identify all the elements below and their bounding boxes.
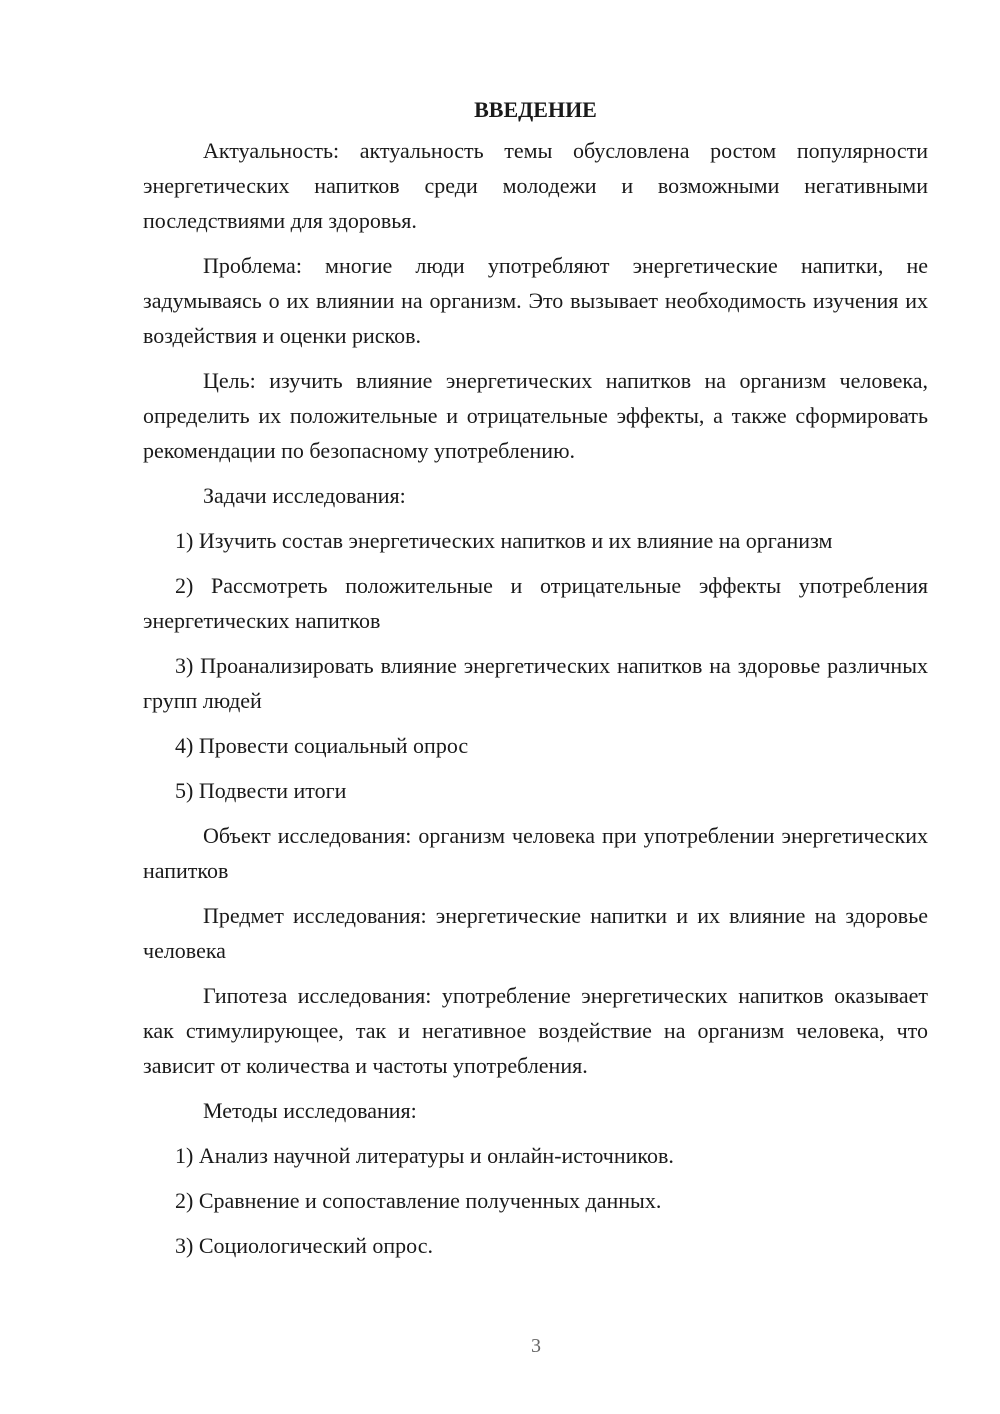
problem-paragraph: Проблема: многие люди употребляют энергетические напитки, не задумываясь о их влиянии на организм. Это вызывает необходимость изучения их воздействия и оценки рисков.: [143, 253, 928, 348]
task-item-5: 5) Подвести итоги: [175, 778, 347, 803]
tasks-heading: Задачи исследования:: [203, 483, 406, 508]
object-paragraph: Объект исследования: организм человека при употреблении энергетических напитков: [143, 823, 928, 883]
method-item-3: 3) Социологический опрос.: [175, 1233, 433, 1258]
task-item-2: 2) Рассмотреть положительные и отрицательные эффекты употребления энергетических напитков: [143, 573, 928, 633]
subject-paragraph: Предмет исследования: энергетические напитки и их влияние на здоровье человека: [143, 903, 928, 963]
page-number: 3: [531, 1335, 541, 1357]
method-item-2: 2) Сравнение и сопоставление полученных данных.: [175, 1188, 662, 1213]
methods-heading: Методы исследования:: [203, 1098, 417, 1123]
relevance-paragraph: Актуальность: актуальность темы обусловлена ростом популярности энергетических напитков среди молодежи и возможными негативными последствиями для здоровья.: [143, 138, 928, 233]
method-item-1: 1) Анализ научной литературы и онлайн-источников.: [175, 1143, 674, 1168]
hypothesis-paragraph: Гипотеза исследования: употребление энергетических напитков оказывает как стимулирующее, так и негативное воздействие на организм человека, что зависит от количества и частоты употребления.: [143, 983, 928, 1078]
task-item-4: 4) Провести социальный опрос: [175, 733, 469, 758]
task-item-3: 3) Проанализировать влияние энергетических напитков на здоровье различных групп людей: [143, 653, 928, 713]
goal-paragraph: Цель: изучить влияние энергетических напитков на организм человека, определить их положительные и отрицательные эффекты, а также сформировать рекомендации по безопасному употреблению.: [143, 368, 928, 463]
document-body: [143, 92, 928, 1273]
section-title: ВВЕДЕНИЕ: [474, 97, 597, 122]
task-item-1: 1) Изучить состав энергетических напитков и их влияние на организм: [175, 528, 833, 553]
